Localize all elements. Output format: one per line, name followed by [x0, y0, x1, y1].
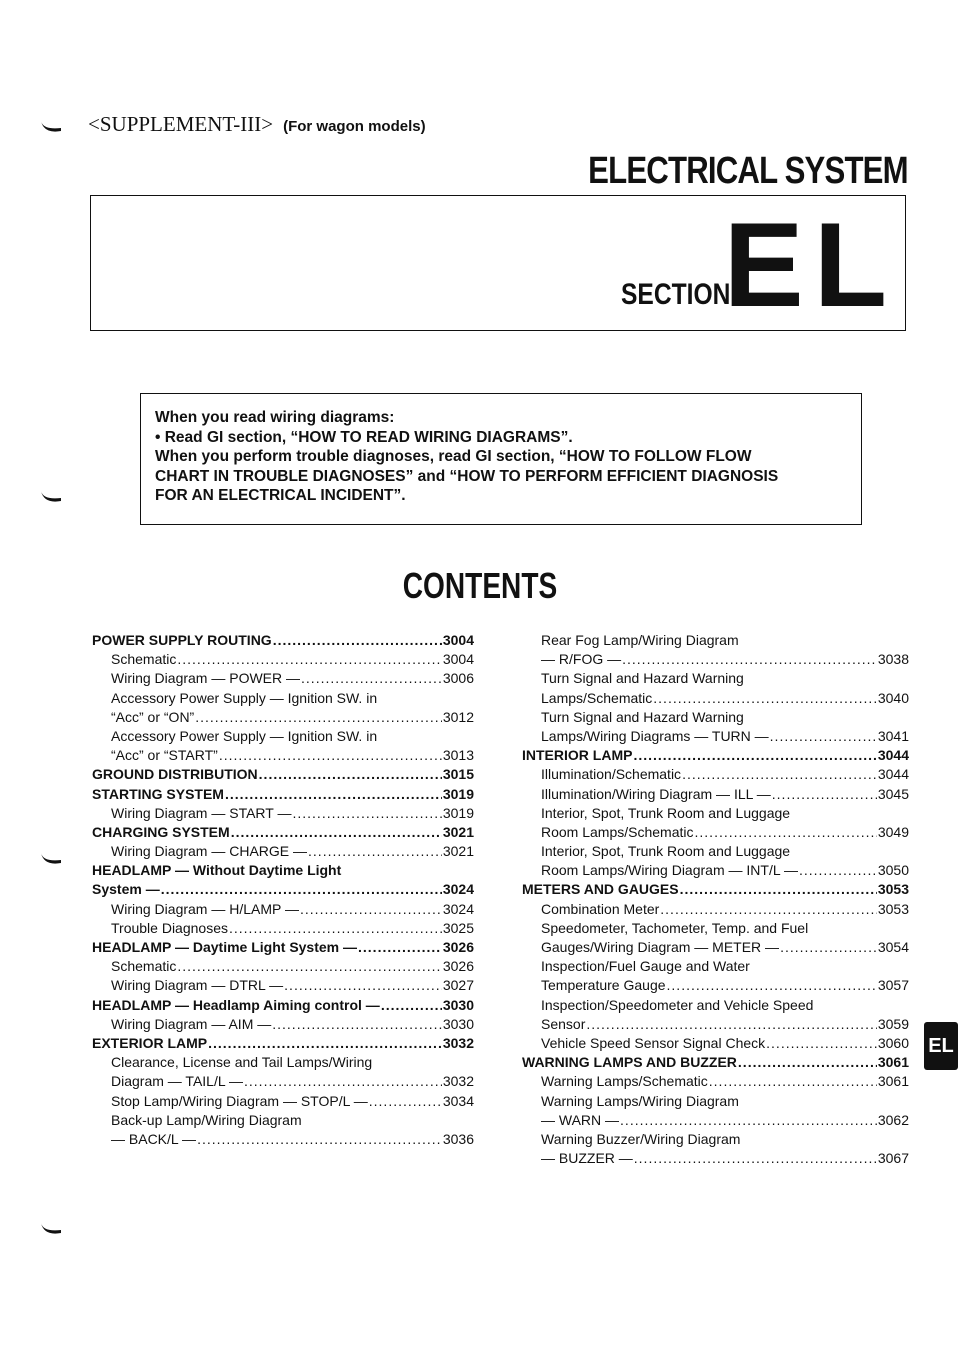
notice-line: FOR AN ELECTRICAL INCIDENT”.: [155, 487, 406, 504]
toc-entry-title: Trouble Diagnoses: [111, 919, 228, 936]
toc-entry-title: System —: [92, 881, 160, 898]
section-box: [90, 195, 906, 331]
toc-entry-title: — WARN —: [541, 1111, 620, 1128]
toc-entry-title: Room Lamps/Wiring Diagram — INT/L —: [541, 862, 798, 879]
toc-entry[interactable]: [92, 881, 474, 900]
toc-entry[interactable]: [92, 997, 474, 1016]
toc-dot-leader: [738, 1054, 877, 1070]
toc-dot-leader: [177, 651, 441, 667]
toc-dot-leader: [660, 901, 877, 917]
toc-entry-line[interactable]: Turn Signal and Hazard Warning: [541, 670, 744, 687]
toc-entry-title: Wiring Diagram — DTRL —: [111, 977, 284, 994]
toc-entry-title: HEADLAMP — Headlamp Aiming control —: [92, 996, 380, 1013]
notice-line: CHART IN TROUBLE DIAGNOSES” and “HOW TO PERFORM EFFICIENT DIAGNOSIS: [155, 467, 779, 485]
toc-dot-leader: [680, 881, 877, 897]
revision-mark-icon: [40, 490, 62, 504]
toc-entry-title: Wiring Diagram — H/LAMP —: [111, 900, 300, 917]
toc-entry-title: EXTERIOR LAMP: [92, 1034, 208, 1051]
toc-dot-leader: [300, 901, 442, 917]
toc-dot-leader: [682, 766, 877, 782]
toc-page-number: 3053: [877, 900, 909, 917]
toc-page-number: 3025: [442, 919, 474, 936]
toc-page-number: 3030: [442, 996, 474, 1013]
toc-dot-leader: [197, 1131, 442, 1147]
toc-entry-title: POWER SUPPLY ROUTING: [92, 632, 272, 648]
wiring-diagram-notice: [140, 393, 862, 525]
toc-entry[interactable]: [522, 747, 909, 766]
toc-entry-title: METERS AND GAUGES: [522, 881, 679, 898]
toc-entry-line[interactable]: Interior, Spot, Trunk Room and Luggage: [541, 804, 791, 821]
toc-page-number: 3044: [877, 766, 909, 783]
toc-entry-title: STARTING SYSTEM: [92, 785, 224, 802]
toc-page-number: 3030: [442, 1015, 474, 1032]
toc-dot-leader: [586, 1016, 876, 1032]
toc-right-column: [522, 632, 909, 1169]
toc-left-column: [92, 632, 474, 1150]
document-title: ELECTRICAL SYSTEM: [588, 150, 908, 192]
toc-entry-line[interactable]: Accessory Power Supply — Ignition SW. in: [111, 689, 378, 706]
toc-dot-leader: [634, 1150, 877, 1166]
toc-page-number: 3034: [442, 1092, 474, 1109]
notice-line: When you perform trouble diagnoses, read GI section, “HOW TO FOLLOW FLOW: [155, 448, 752, 465]
toc-entry-title: Schematic: [111, 651, 177, 668]
toc-page-number: 3019: [442, 804, 474, 821]
toc-dot-leader: [161, 881, 442, 897]
notice-line: When you read wiring diagrams:: [155, 409, 395, 426]
toc-page-number: 3032: [442, 1034, 474, 1051]
toc-entry-title: Wiring Diagram — POWER —: [111, 670, 301, 687]
toc-entry-title: “Acc” or “START”: [111, 747, 218, 764]
toc-entry-title: CHARGING SYSTEM: [92, 823, 230, 840]
toc-dot-leader: [244, 1073, 442, 1089]
toc-dot-leader: [770, 728, 877, 744]
toc-entry-line[interactable]: Interior, Spot, Trunk Room and Luggage: [541, 843, 791, 860]
toc-entry-line[interactable]: Clearance, License and Tail Lamps/Wiring: [111, 1054, 373, 1071]
toc-dot-leader: [633, 747, 876, 763]
toc-entry[interactable]: [92, 1131, 474, 1150]
toc-entry-title: GROUND DISTRIBUTION: [92, 766, 258, 783]
toc-entry-title: Room Lamps/Schematic: [541, 823, 694, 840]
toc-entry-line[interactable]: Warning Lamps/Wiring Diagram: [541, 1092, 739, 1109]
toc-dot-leader: [177, 958, 441, 974]
toc-entry-title: Sensor: [541, 1015, 586, 1032]
toc-entry-line[interactable]: Turn Signal and Hazard Warning: [541, 708, 744, 725]
toc-entry-line[interactable]: HEADLAMP — Without Daytime Light: [92, 862, 342, 879]
toc-entry-title: INTERIOR LAMP: [522, 747, 633, 764]
toc-entry[interactable]: [522, 977, 909, 996]
toc-entry-title: Vehicle Speed Sensor Signal Check: [541, 1034, 766, 1051]
supplement-label: <SUPPLEMENT-III>: [88, 112, 274, 136]
toc-entry[interactable]: [92, 709, 474, 728]
toc-page-number: 3061: [877, 1073, 909, 1090]
toc-entry[interactable]: [92, 632, 474, 651]
toc-page-number: 3006: [442, 670, 474, 687]
toc-dot-leader: [195, 709, 442, 725]
toc-entry[interactable]: [92, 1016, 474, 1035]
toc-page-number: 3057: [877, 977, 909, 994]
toc-entry[interactable]: [92, 824, 474, 843]
toc-page-number: 3026: [442, 958, 474, 975]
section-code: EL: [723, 198, 897, 332]
toc-entry-title: Wiring Diagram — START —: [111, 804, 292, 821]
toc-page-number: 3026: [442, 939, 474, 955]
toc-page-number: 3054: [877, 939, 909, 955]
toc-entry[interactable]: [522, 1150, 909, 1169]
section-word: SECTION: [620, 278, 730, 311]
revision-mark-icon: [40, 120, 62, 134]
toc-entry-title: Illumination/Schematic: [541, 766, 682, 783]
toc-entry[interactable]: [92, 1035, 474, 1054]
toc-entry[interactable]: [92, 901, 474, 920]
toc-page-number: 3015: [442, 766, 474, 783]
toc-entry[interactable]: [522, 766, 909, 785]
toc-dot-leader: [369, 1093, 442, 1109]
contents-heading: CONTENTS: [402, 565, 558, 606]
toc-entry[interactable]: [522, 651, 909, 670]
toc-dot-leader: [766, 1035, 877, 1051]
toc-entry-title: Combination Meter: [541, 900, 660, 917]
toc-dot-leader: [284, 977, 442, 993]
toc-entry-title: Lamps/Schematic: [541, 689, 653, 706]
toc-entry[interactable]: [522, 1035, 909, 1054]
section-edge-tab: EL: [924, 1022, 958, 1070]
toc-entry[interactable]: [92, 1073, 474, 1092]
toc-page-number: 3019: [442, 785, 474, 802]
toc-entry[interactable]: [522, 862, 909, 881]
toc-entry[interactable]: [92, 920, 474, 939]
revision-mark-icon: [40, 852, 62, 866]
toc-entry[interactable]: [522, 1112, 909, 1131]
toc-entry-title: — BUZZER —: [541, 1150, 633, 1167]
toc-dot-leader: [772, 786, 877, 802]
toc-dot-leader: [358, 939, 442, 955]
toc-entry[interactable]: [522, 1016, 909, 1035]
toc-dot-leader: [667, 977, 877, 993]
toc-page-number: 3062: [877, 1111, 909, 1128]
toc-page-number: 3032: [442, 1073, 474, 1090]
toc-page-number: 3004: [442, 651, 474, 668]
toc-page-number: 3004: [442, 632, 474, 648]
toc-dot-leader: [219, 747, 442, 763]
toc-page-number: 3059: [877, 1015, 909, 1032]
toc-dot-leader: [292, 805, 441, 821]
toc-entry[interactable]: [522, 939, 909, 958]
toc-entry[interactable]: [92, 766, 474, 785]
toc-dot-leader: [259, 766, 442, 782]
toc-entry-title: “Acc” or “ON”: [111, 708, 195, 725]
toc-entry-title: Temperature Gauge: [541, 977, 666, 994]
toc-entry[interactable]: [522, 690, 909, 709]
toc-page-number: 3038: [877, 651, 909, 668]
toc-entry-title: Gauges/Wiring Diagram — METER —: [541, 939, 780, 955]
toc-entry-title: Wiring Diagram — CHARGE —: [111, 843, 308, 860]
toc-dot-leader: [231, 824, 442, 840]
toc-entry-line[interactable]: Warning Buzzer/Wiring Diagram: [541, 1130, 741, 1147]
toc-entry-title: Warning Lamps/Schematic: [541, 1073, 708, 1090]
toc-entry[interactable]: [522, 786, 909, 805]
toc-page-number: 3061: [877, 1054, 909, 1071]
toc-entry-line[interactable]: Inspection/Fuel Gauge and Water: [541, 958, 750, 975]
toc-page-number: 3053: [877, 881, 909, 898]
toc-entry[interactable]: [92, 939, 474, 958]
toc-entry-title: Illumination/Wiring Diagram — ILL —: [541, 785, 771, 802]
toc-entry-title: — BACK/L —: [111, 1130, 197, 1147]
toc-entry[interactable]: [92, 843, 474, 862]
toc-page-number: 3045: [877, 785, 909, 802]
notice-line: • Read GI section, “HOW TO READ WIRING DIAGRAMS”.: [155, 428, 573, 446]
toc-page-number: 3040: [877, 689, 909, 706]
toc-page-number: 3044: [877, 747, 909, 764]
toc-entry[interactable]: [92, 977, 474, 996]
toc-entry-title: Lamps/Wiring Diagrams — TURN —: [541, 727, 769, 744]
toc-page-number: 3013: [442, 747, 474, 764]
toc-dot-leader: [381, 997, 442, 1013]
toc-dot-leader: [229, 920, 442, 936]
toc-page-number: 3024: [442, 900, 474, 917]
toc-entry[interactable]: [92, 651, 474, 670]
toc-page-number: 3036: [442, 1130, 474, 1147]
toc-entry-title: — R/FOG —: [541, 651, 622, 668]
toc-entry[interactable]: [522, 881, 909, 900]
toc-page-number: 3021: [442, 843, 474, 860]
toc-entry[interactable]: [522, 824, 909, 843]
toc-entry-line[interactable]: Speedometer, Tachometer, Temp. and Fuel: [541, 919, 809, 936]
toc-entry[interactable]: [92, 747, 474, 766]
toc-dot-leader: [272, 1016, 442, 1032]
toc-entry-title: Diagram — TAIL/L —: [111, 1073, 244, 1090]
toc-entry-title: WARNING LAMPS AND BUZZER: [522, 1054, 737, 1071]
toc-dot-leader: [301, 670, 442, 686]
toc-entry[interactable]: [92, 958, 474, 977]
toc-page-number: 3049: [877, 823, 909, 840]
toc-page-number: 3024: [442, 881, 474, 898]
toc-entry[interactable]: [92, 786, 474, 805]
supplement-header: [88, 112, 426, 137]
toc-entry[interactable]: [92, 805, 474, 824]
toc-dot-leader: [709, 1073, 877, 1089]
toc-page-number: 3041: [877, 727, 909, 744]
toc-page-number: 3021: [442, 823, 474, 840]
toc-entry-line[interactable]: Accessory Power Supply — Ignition SW. in: [111, 727, 378, 744]
model-note: (For wagon models): [283, 118, 426, 135]
toc-entry[interactable]: [522, 901, 909, 920]
toc-page-number: 3012: [442, 708, 474, 725]
toc-entry[interactable]: [522, 1073, 909, 1092]
revision-mark-icon: [40, 1222, 62, 1236]
toc-dot-leader: [273, 632, 442, 648]
toc-entry[interactable]: [522, 728, 909, 747]
toc-page-number: 3027: [442, 977, 474, 994]
toc-entry[interactable]: [522, 1054, 909, 1073]
toc-page-number: 3060: [877, 1034, 909, 1051]
toc-dot-leader: [620, 1112, 877, 1128]
toc-dot-leader: [695, 824, 877, 840]
toc-entry-line[interactable]: Back-up Lamp/Wiring Diagram: [111, 1111, 302, 1128]
toc-dot-leader: [653, 690, 877, 706]
toc-entry-title: Wiring Diagram — AIM —: [111, 1015, 272, 1032]
toc-entry-title: Schematic: [111, 958, 177, 975]
toc-entry[interactable]: [92, 670, 474, 689]
toc-entry-line[interactable]: Rear Fog Lamp/Wiring Diagram: [541, 632, 739, 648]
toc-entry-title: HEADLAMP — Daytime Light System —: [92, 939, 358, 955]
toc-page-number: 3067: [877, 1150, 909, 1167]
toc-entry-title: Stop Lamp/Wiring Diagram — STOP/L —: [111, 1092, 368, 1109]
toc-dot-leader: [308, 843, 442, 859]
toc-dot-leader: [799, 862, 877, 878]
toc-dot-leader: [622, 651, 877, 667]
toc-dot-leader: [780, 939, 877, 955]
toc-entry-line[interactable]: Inspection/Speedometer and Vehicle Speed: [541, 996, 814, 1013]
toc-dot-leader: [225, 786, 442, 802]
toc-page-number: 3050: [877, 862, 909, 879]
toc-entry[interactable]: [92, 1093, 474, 1112]
toc-dot-leader: [208, 1035, 442, 1051]
